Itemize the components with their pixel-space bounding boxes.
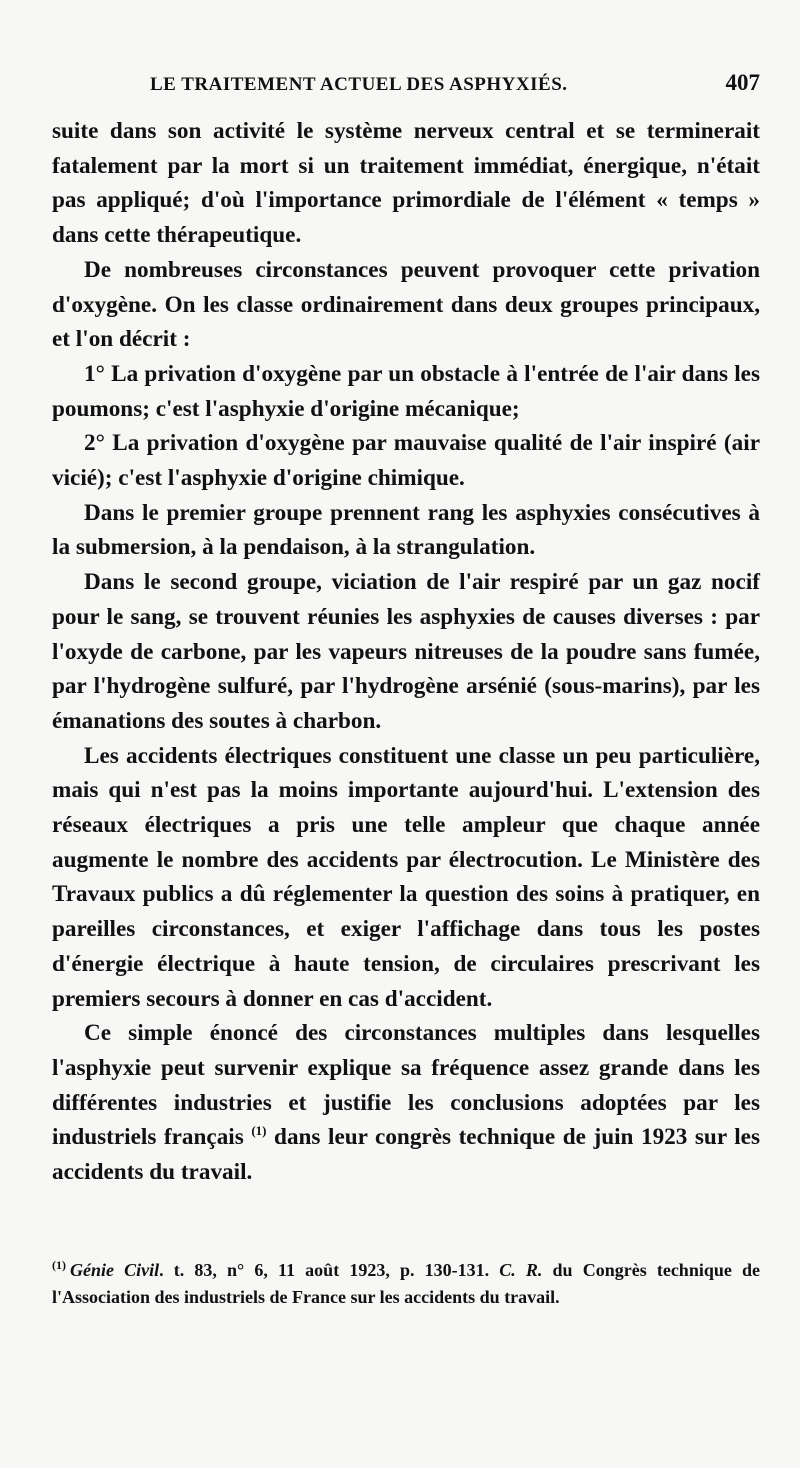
footnote-rest: du Congrès technique de l'Association des industriels de France sur les accidents du travail. — [52, 1260, 760, 1307]
paragraph-6-part-2: dans leur congrès technique de juin 1923 sur les accidents du travail. — [52, 1124, 760, 1186]
running-title: LE TRAITEMENT ACTUEL DES ASPHYXIÉS. — [150, 74, 568, 95]
page-number: 407 — [725, 70, 760, 95]
footnote-cr-label: C. R. — [499, 1260, 543, 1280]
paragraph-2: De nombreuses circonstances peuvent provoquer cette privation d'oxygène. On les classe ordinairement dans deux groupes principaux, et l'on décrit : — [52, 256, 760, 353]
paragraph-6-part-1: Ce simple énoncé des circonstances multiples dans lesquelles l'asphyxie peut survenir explique sa fréquence assez grande dans les différentes industries et justifie les conclusions adoptées par les industriels français — [52, 1020, 760, 1151]
paragraph-3: Dans le premier groupe prennent rang les asphyxies consécutives à la submersion, à la pendaison, à la strangulation. — [52, 499, 760, 561]
body-text — [52, 114, 760, 1190]
paragraph-5: Les accidents électriques constituent une classe un peu particulière, mais qui n'est pas la moins importante aujourd'hui. L'extension des réseaux électriques a pris une telle ampleur que chaque année augmente le nombre des accidents par électrocution. Le Ministère des Travaux publics a dû réglementer la question des soins à pratiquer, en pareilles circonstances, et exiger l'affichage dans tous les postes d'énergie électrique à haute tension, de circulaires prescrivant les premiers secours à donner en cas d'accident. — [52, 742, 760, 1012]
footnote-details: . t. 83, n° 6, 11 août 1923, p. 130-131. — [159, 1260, 490, 1280]
footnote — [52, 1252, 760, 1311]
footnote-reference[interactable]: (1) — [251, 1123, 267, 1139]
paragraph-1: suite dans son activité le système nerveux central et se terminerait fatalement par la mort si un traitement immédiat, énergique, n'était pas appliqué; d'où l'importance primordiale de l'élément « temps » dans cette thérapeutique. — [52, 118, 760, 249]
page-header — [150, 70, 760, 96]
footnote-marker: (1) — [52, 1258, 66, 1272]
paragraph-4: Dans le second groupe, viciation de l'air respiré par un gaz nocif pour le sang, se trouvent réunies les asphyxies de causes diverses : par l'oxyde de carbone, par les vapeurs nitreuses de la poudre sans fumée, par l'hydrogène sulfuré, par l'hydrogène arsénié (sous-marins), par les émanations des soutes à charbon. — [52, 569, 760, 734]
footnote-source-title: Génie Civil — [70, 1260, 160, 1280]
list-item-1: 1° La privation d'oxygène par un obstacle à l'entrée de l'air dans les poumons; c'est l'asphyxie d'origine mécanique; — [52, 360, 760, 422]
list-item-2: 2° La privation d'oxygène par mauvaise qualité de l'air inspiré (air vicié); c'est l'asphyxie d'origine chimique. — [52, 430, 760, 492]
paragraph-6 — [52, 1016, 760, 1190]
